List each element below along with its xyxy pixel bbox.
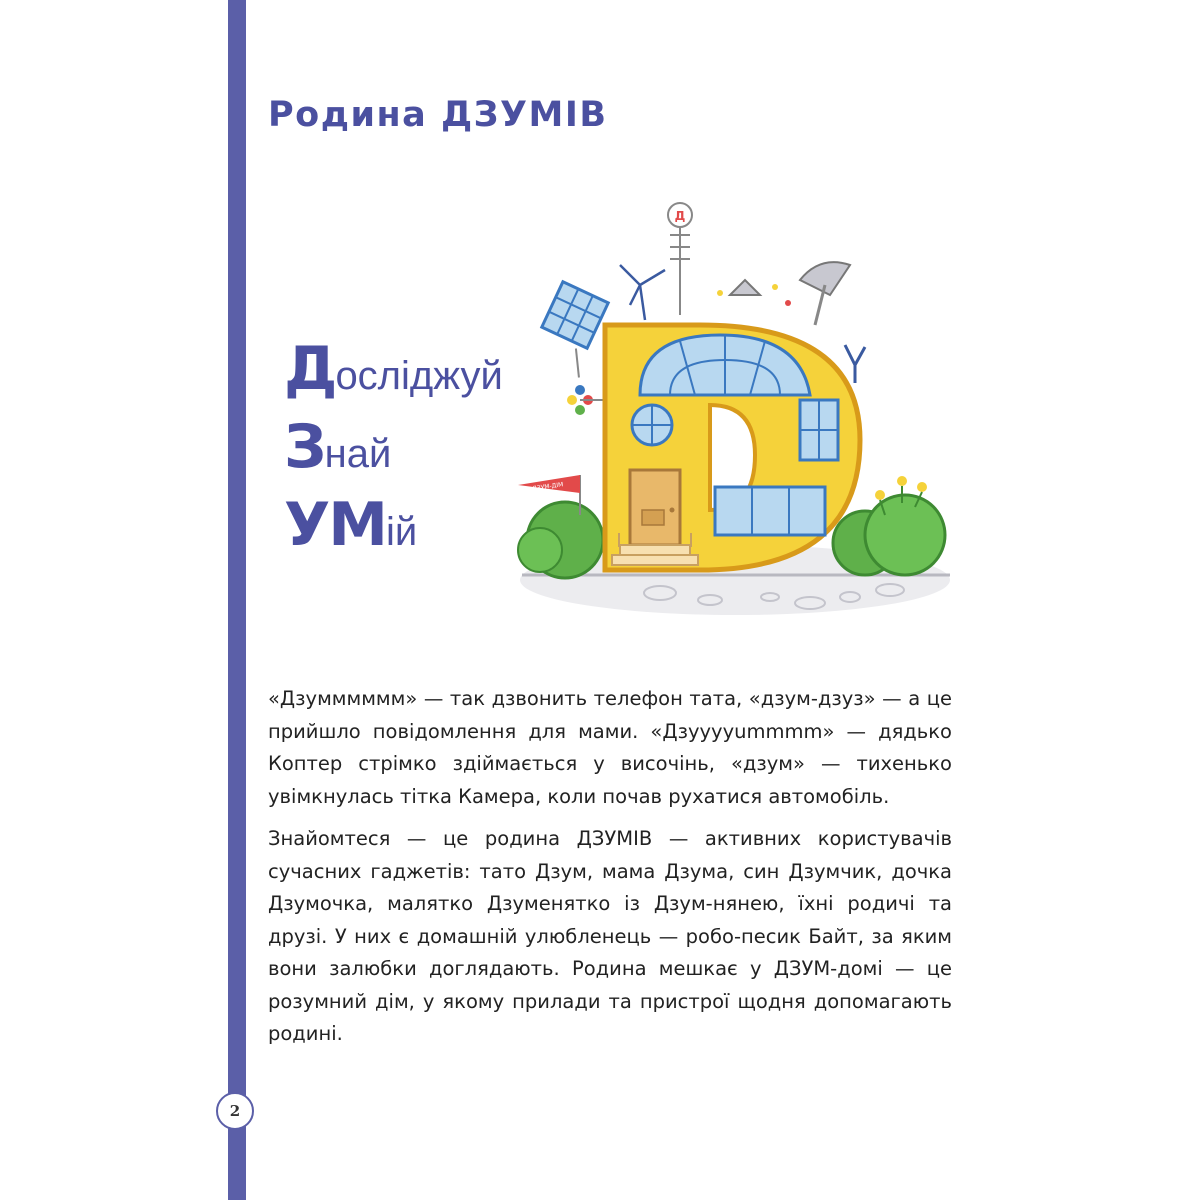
satellite-dish-icon bbox=[800, 262, 850, 325]
round-window bbox=[632, 405, 672, 445]
acrostic-line-z bbox=[284, 408, 503, 486]
page-title: Родина ДЗУМІВ bbox=[268, 95, 608, 135]
front-door bbox=[630, 470, 680, 545]
acrostic-word-rest: осліджуй bbox=[335, 354, 503, 398]
antenna bbox=[668, 203, 692, 315]
acrostic-word-rest: ій bbox=[385, 510, 418, 554]
side-bar bbox=[228, 0, 246, 1200]
dzum-house-illustration bbox=[510, 185, 960, 625]
vent-icon bbox=[730, 280, 760, 295]
antenna-logo: Д bbox=[674, 209, 686, 223]
lower-window bbox=[715, 487, 825, 535]
flag-label: ДЗУМ-ДІМ bbox=[531, 481, 564, 493]
wind-turbine-icon bbox=[620, 265, 665, 320]
acrostic-letter: УМ bbox=[284, 490, 386, 560]
acrostic-motto bbox=[284, 330, 503, 564]
solar-panel-icon bbox=[529, 282, 613, 378]
acrostic-letter: Д bbox=[284, 334, 336, 404]
side-gadget-icon bbox=[845, 345, 865, 383]
acrostic-line-d bbox=[284, 330, 503, 408]
acrostic-line-um bbox=[284, 486, 503, 564]
paragraph-intro: «Дзумммммм» — так дзвонить телефон тата, «дзум-дзуз» — а це прийшло повідомлення для мами. «Дзууууummmm» — дядько Коптер стрімко здіймається у височінь, «дзум» — тихенько увімкнулась тітка Камера, коли почав рухатися автомобіль. bbox=[268, 687, 952, 808]
bush-left bbox=[518, 502, 603, 578]
side-window bbox=[800, 400, 838, 460]
paragraph-family: Знайомтеся — це родина ДЗУМІВ — активних користувачів сучасних гаджетів: тато Дзум, мама Дзума, син Дзумчик, дочка Дзумочка, малятко Дзуменятко із Дзум-нянею, їхні родичі та друзі. У них є домашній улюбленець — робо-песик Байт, за яким вони залюбки доглядають. Родина мешкає у ДЗУМ-домі — це розумний дім, у якому прилади та пристрої щодня допомагають родині. bbox=[268, 827, 952, 1045]
acrostic-word-rest: най bbox=[324, 432, 392, 476]
body-text bbox=[268, 683, 952, 1061]
letter-d-house bbox=[605, 325, 860, 570]
page-number: 2 bbox=[216, 1092, 254, 1130]
acrostic-letter: З bbox=[284, 412, 325, 482]
